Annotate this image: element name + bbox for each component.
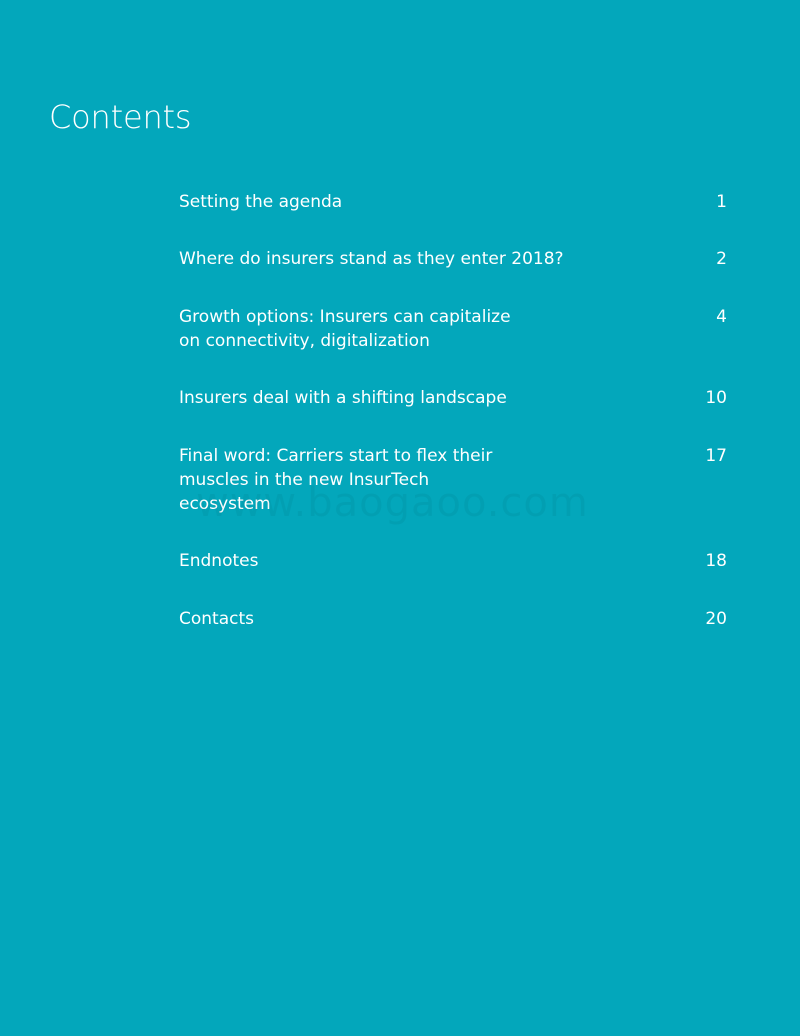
- toc-entry-page-number: 1: [716, 192, 727, 212]
- watermark: [196, 478, 589, 528]
- toc-entry-title: Where do insurers stand as they enter 2018?: [179, 249, 564, 269]
- toc-entry-title: Setting the agenda: [179, 192, 343, 212]
- toc-entry-endnotes[interactable]: [179, 549, 727, 573]
- toc-entry-title: Growth options: Insurers can capitalize on connectivity, digitalization: [179, 307, 511, 351]
- toc-entry-page-number: 18: [705, 551, 727, 571]
- toc-entry-page-number: 17: [705, 446, 727, 466]
- toc-entry-setting-the-agenda[interactable]: [179, 190, 727, 214]
- toc-entry-title: Endnotes: [179, 551, 259, 571]
- page-title: Contents: [49, 98, 192, 136]
- toc-entry-where-do-insurers-stand[interactable]: [179, 247, 727, 271]
- toc-entry-growth-options[interactable]: [179, 305, 727, 353]
- toc-entry-title: Insurers deal with a shifting landscape: [179, 388, 507, 408]
- toc-entry-contacts[interactable]: [179, 607, 727, 631]
- toc-entry-page-number: 10: [705, 388, 727, 408]
- toc-entry-shifting-landscape[interactable]: [179, 386, 727, 410]
- toc-entry-page-number: 4: [716, 307, 727, 327]
- table-of-contents: [179, 190, 727, 631]
- toc-entry-title: Final word: Carriers start to flex their muscles in the new InsurTech ecosystem: [179, 446, 493, 514]
- toc-entry-title: Contacts: [179, 609, 254, 629]
- toc-entry-page-number: 2: [716, 249, 727, 269]
- toc-entry-page-number: 20: [705, 609, 727, 629]
